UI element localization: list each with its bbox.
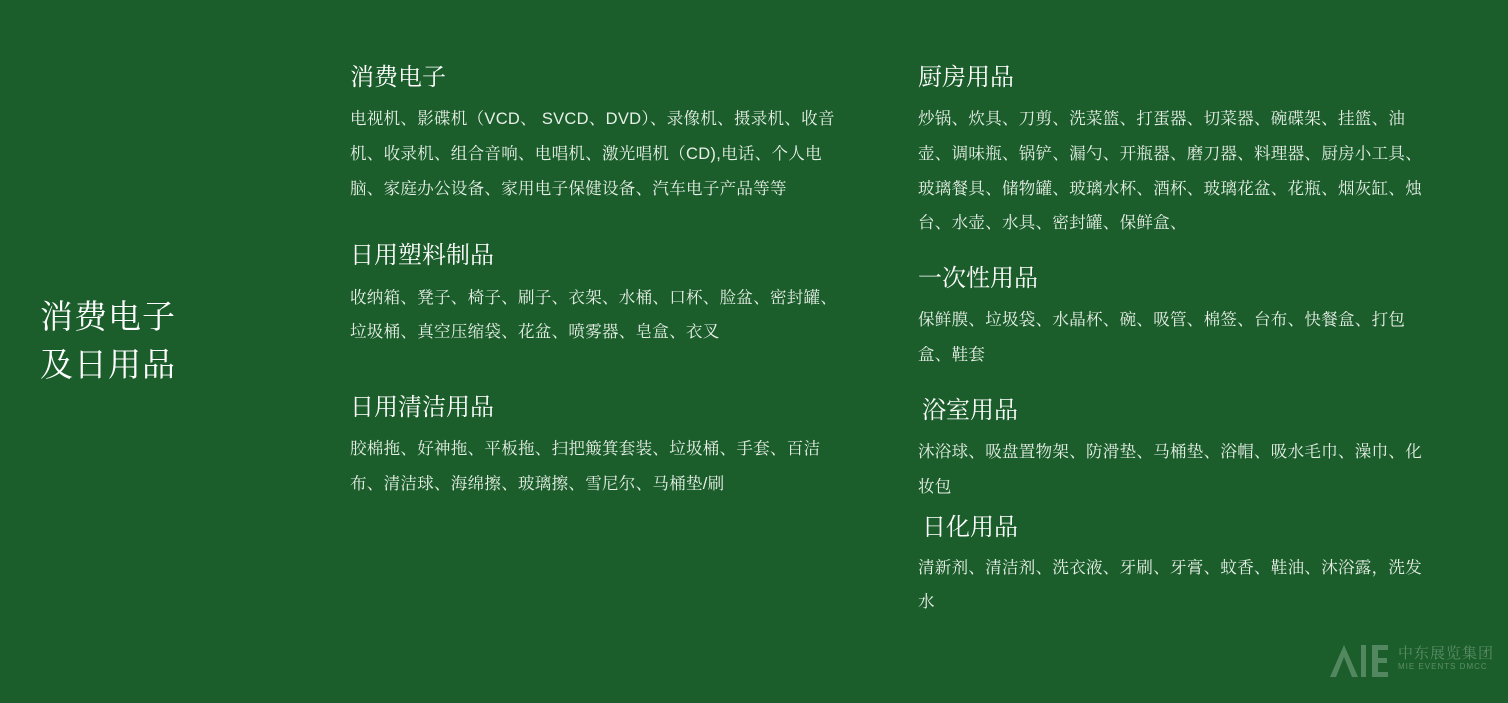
section-household-chemicals [918, 512, 1428, 620]
section-daily-plastic-products [350, 240, 850, 350]
section-kitchen-products [918, 62, 1428, 241]
mie-logo-icon [1328, 637, 1392, 681]
section-disposable-products [918, 263, 1428, 373]
right-column [918, 62, 1428, 646]
watermark-text-cn: 中东展览集团 [1397, 644, 1494, 662]
section-consumer-electronics [350, 62, 850, 206]
section-heading: 消费电子 [350, 64, 446, 91]
section-heading: 日化用品 [922, 514, 1018, 542]
watermark-logo [1328, 637, 1494, 681]
section-bathroom-products [918, 395, 1428, 505]
section-heading: 一次性用品 [918, 264, 1038, 292]
section-heading: 日用清洁用品 [350, 393, 494, 421]
section-body: 收纳箱、凳子、椅子、刷子、衣架、水桶、口杯、脸盆、密封罐、垃圾桶、真空压缩袋、花盆、喷雾器、皂盒、衣叉 [350, 288, 838, 342]
section-body: 保鲜膜、垃圾袋、水晶杯、碗、吸管、棉签、台布、快餐盒、打包盒、鞋套 [918, 311, 1406, 364]
watermark-text [1398, 646, 1494, 672]
section-heading: 厨房用品 [918, 64, 1014, 91]
page-title [40, 293, 330, 389]
section-heading: 日用塑料制品 [350, 242, 494, 270]
section-body: 电视机、影碟机（VCD、 SVCD、DVD）、录像机、摄录机、收音机、收录机、组合音响、电唱机、激光唱机（CD),电话、个人电脑、家庭办公设备、家用电子保健设备、汽车电子产品等等 [350, 110, 835, 198]
section-body: 清新剂、清洁剂、洗衣液、牙刷、牙膏、蚊香、鞋油、沐浴露，洗发水 [918, 558, 1422, 612]
section-daily-cleaning-products [350, 392, 850, 502]
watermark-text-en: MIE EVENTS DMCC [1397, 662, 1488, 672]
section-body: 炒锅、炊具、刀剪、洗菜篮、打蛋器、切菜器、碗碟架、挂篮、油壶、调味瓶、锅铲、漏勺、开瓶器、磨刀器、料理器、厨房小工具、玻璃餐具、储物罐、玻璃水杯、酒杯、玻璃花盆、花瓶、烟灰缸、烛台、水壶、水具、密封罐、保鲜盒、 [918, 110, 1422, 233]
section-body: 沐浴球、吸盘置物架、防滑垫、马桶垫、浴帽、吸水毛巾、澡巾、化妆包 [918, 443, 1422, 496]
section-body: 胶棉拖、好神拖、平板拖、扫把簸箕套装、垃圾桶、手套、百洁布、清洁球、海绵擦、玻璃擦、雪尼尔、马桶垫/刷 [350, 440, 821, 494]
page-title-line-1: 消费电子 [40, 298, 176, 335]
section-heading: 浴室用品 [922, 396, 1018, 424]
page-title-line-2: 及日用品 [40, 345, 176, 383]
middle-column [350, 62, 850, 528]
